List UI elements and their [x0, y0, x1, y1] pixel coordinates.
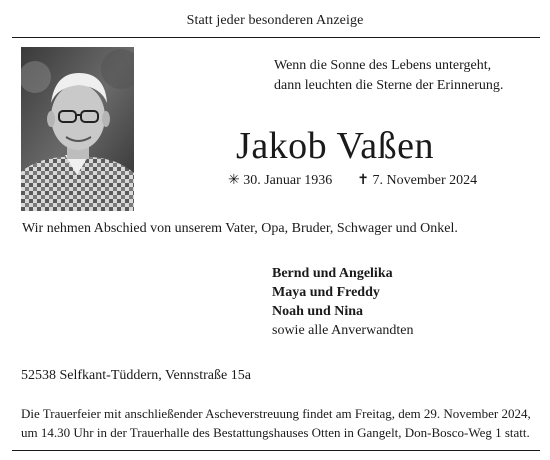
death-date: 7. November 2024 [372, 173, 478, 188]
mourner-name: Noah und Nina [272, 304, 364, 319]
quote-line-2: dann leuchten die Sterne der Erinnerung. [274, 78, 504, 93]
mourners-list [272, 264, 414, 340]
family-address: 52538 Selfkant-Tüddern, Vennstraße 15a [21, 368, 251, 383]
birth-date: 30. Januar 1936 [243, 173, 333, 188]
deceased-name: Jakob Vaßen [236, 125, 434, 167]
birth-star-icon: ✳ [228, 173, 240, 188]
service-info [21, 404, 531, 442]
memorial-quote [274, 56, 503, 96]
mourner-name: Bernd und Angelika [272, 266, 393, 281]
quote-line-1: Wenn die Sonne des Lebens untergeht, [274, 58, 492, 73]
farewell-text: Wir nehmen Abschied von unserem Vater, Opa, Bruder, Schwager und Onkel. [22, 221, 458, 236]
top-divider [12, 37, 540, 38]
intro-line: Statt jeder besonderen Anzeige [186, 13, 364, 28]
mourner-name: Maya und Freddy [272, 285, 380, 300]
bottom-divider [12, 450, 540, 451]
service-line-1: Die Trauerfeier mit anschließender Ascheverstreuung findet am Freitag, dem 29. November 2024, [21, 406, 531, 421]
life-dates [228, 172, 477, 189]
service-line-2: um 14.30 Uhr in der Trauerhalle des Bestattungshauses Otten in Gangelt, Don-Bosco-Weg 1 statt. [21, 425, 530, 440]
death-cross-icon: ✝ [357, 173, 370, 188]
mourners-others: sowie alle Anverwandten [272, 323, 414, 338]
